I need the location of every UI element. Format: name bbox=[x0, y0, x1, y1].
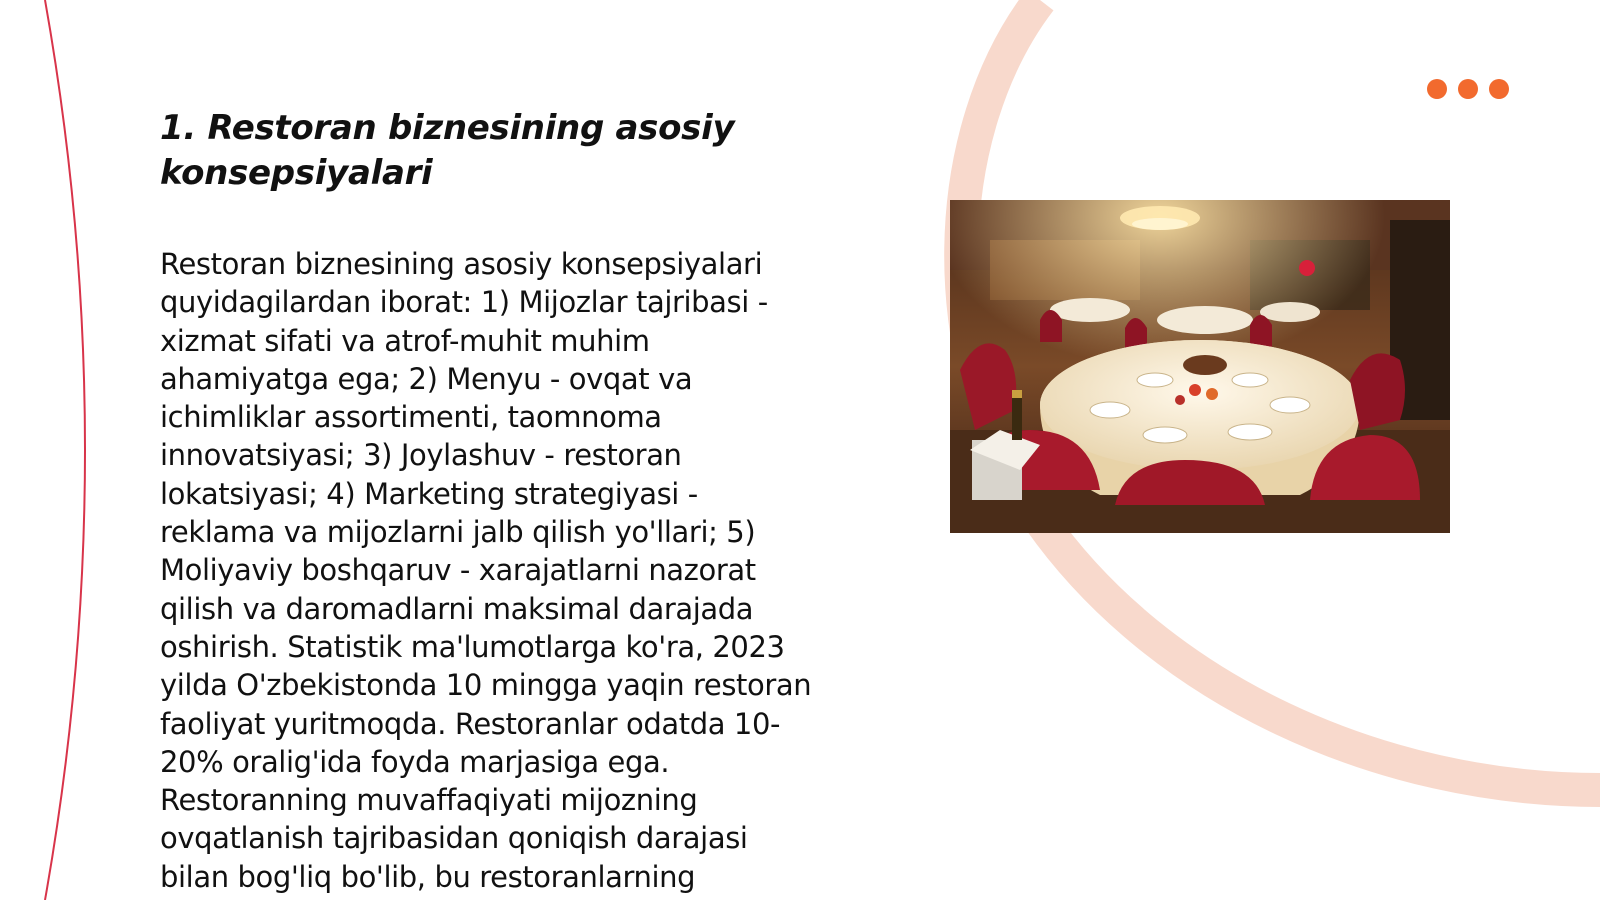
slide-title: 1. Restoran biznesining asosiy konsepsiyalari bbox=[160, 108, 735, 193]
restaurant-photo bbox=[950, 200, 1450, 533]
dot-icon bbox=[1489, 79, 1509, 99]
dot-icon bbox=[1427, 79, 1447, 99]
slide-body-text: Restoran biznesining asosiy konsepsiyalari quyidagilardan iborat: 1) Mijozlar tajribasi - xizmat sifati va atrof-muhit muhim ahamiyatga ega; 2) Menyu - ovqat va ichimliklar assortimenti, taomnoma innovatsiyasi; 3) Joylashuv - restoran lokatsiyasi; 4) Marketing strategiyasi - reklama va mijozlarni jalb qilish yo'llari; 5) Moliyaviy boshqaruv - xarajatlarni nazorat qilish va daromadlarni maksimal darajada oshirish. Statistik ma'lumotlarga ko'ra, 2023 yilda O'zbekistonda 10 mingga yaqin restoran faoliyat yuritmoqda. Restoranlar odatda 10-20% oralig'ida foyda marjasiga ega. Restoranning muvaffaqiyati mijozning ovqatlanish tajribasidan qoniqish darajasi bilan bog'liq bo'lib, bu restoranlarning bbox=[160, 247, 812, 894]
left-curve-line bbox=[45, 0, 85, 900]
dot-icon bbox=[1458, 79, 1478, 99]
decorative-dots bbox=[1427, 79, 1509, 99]
